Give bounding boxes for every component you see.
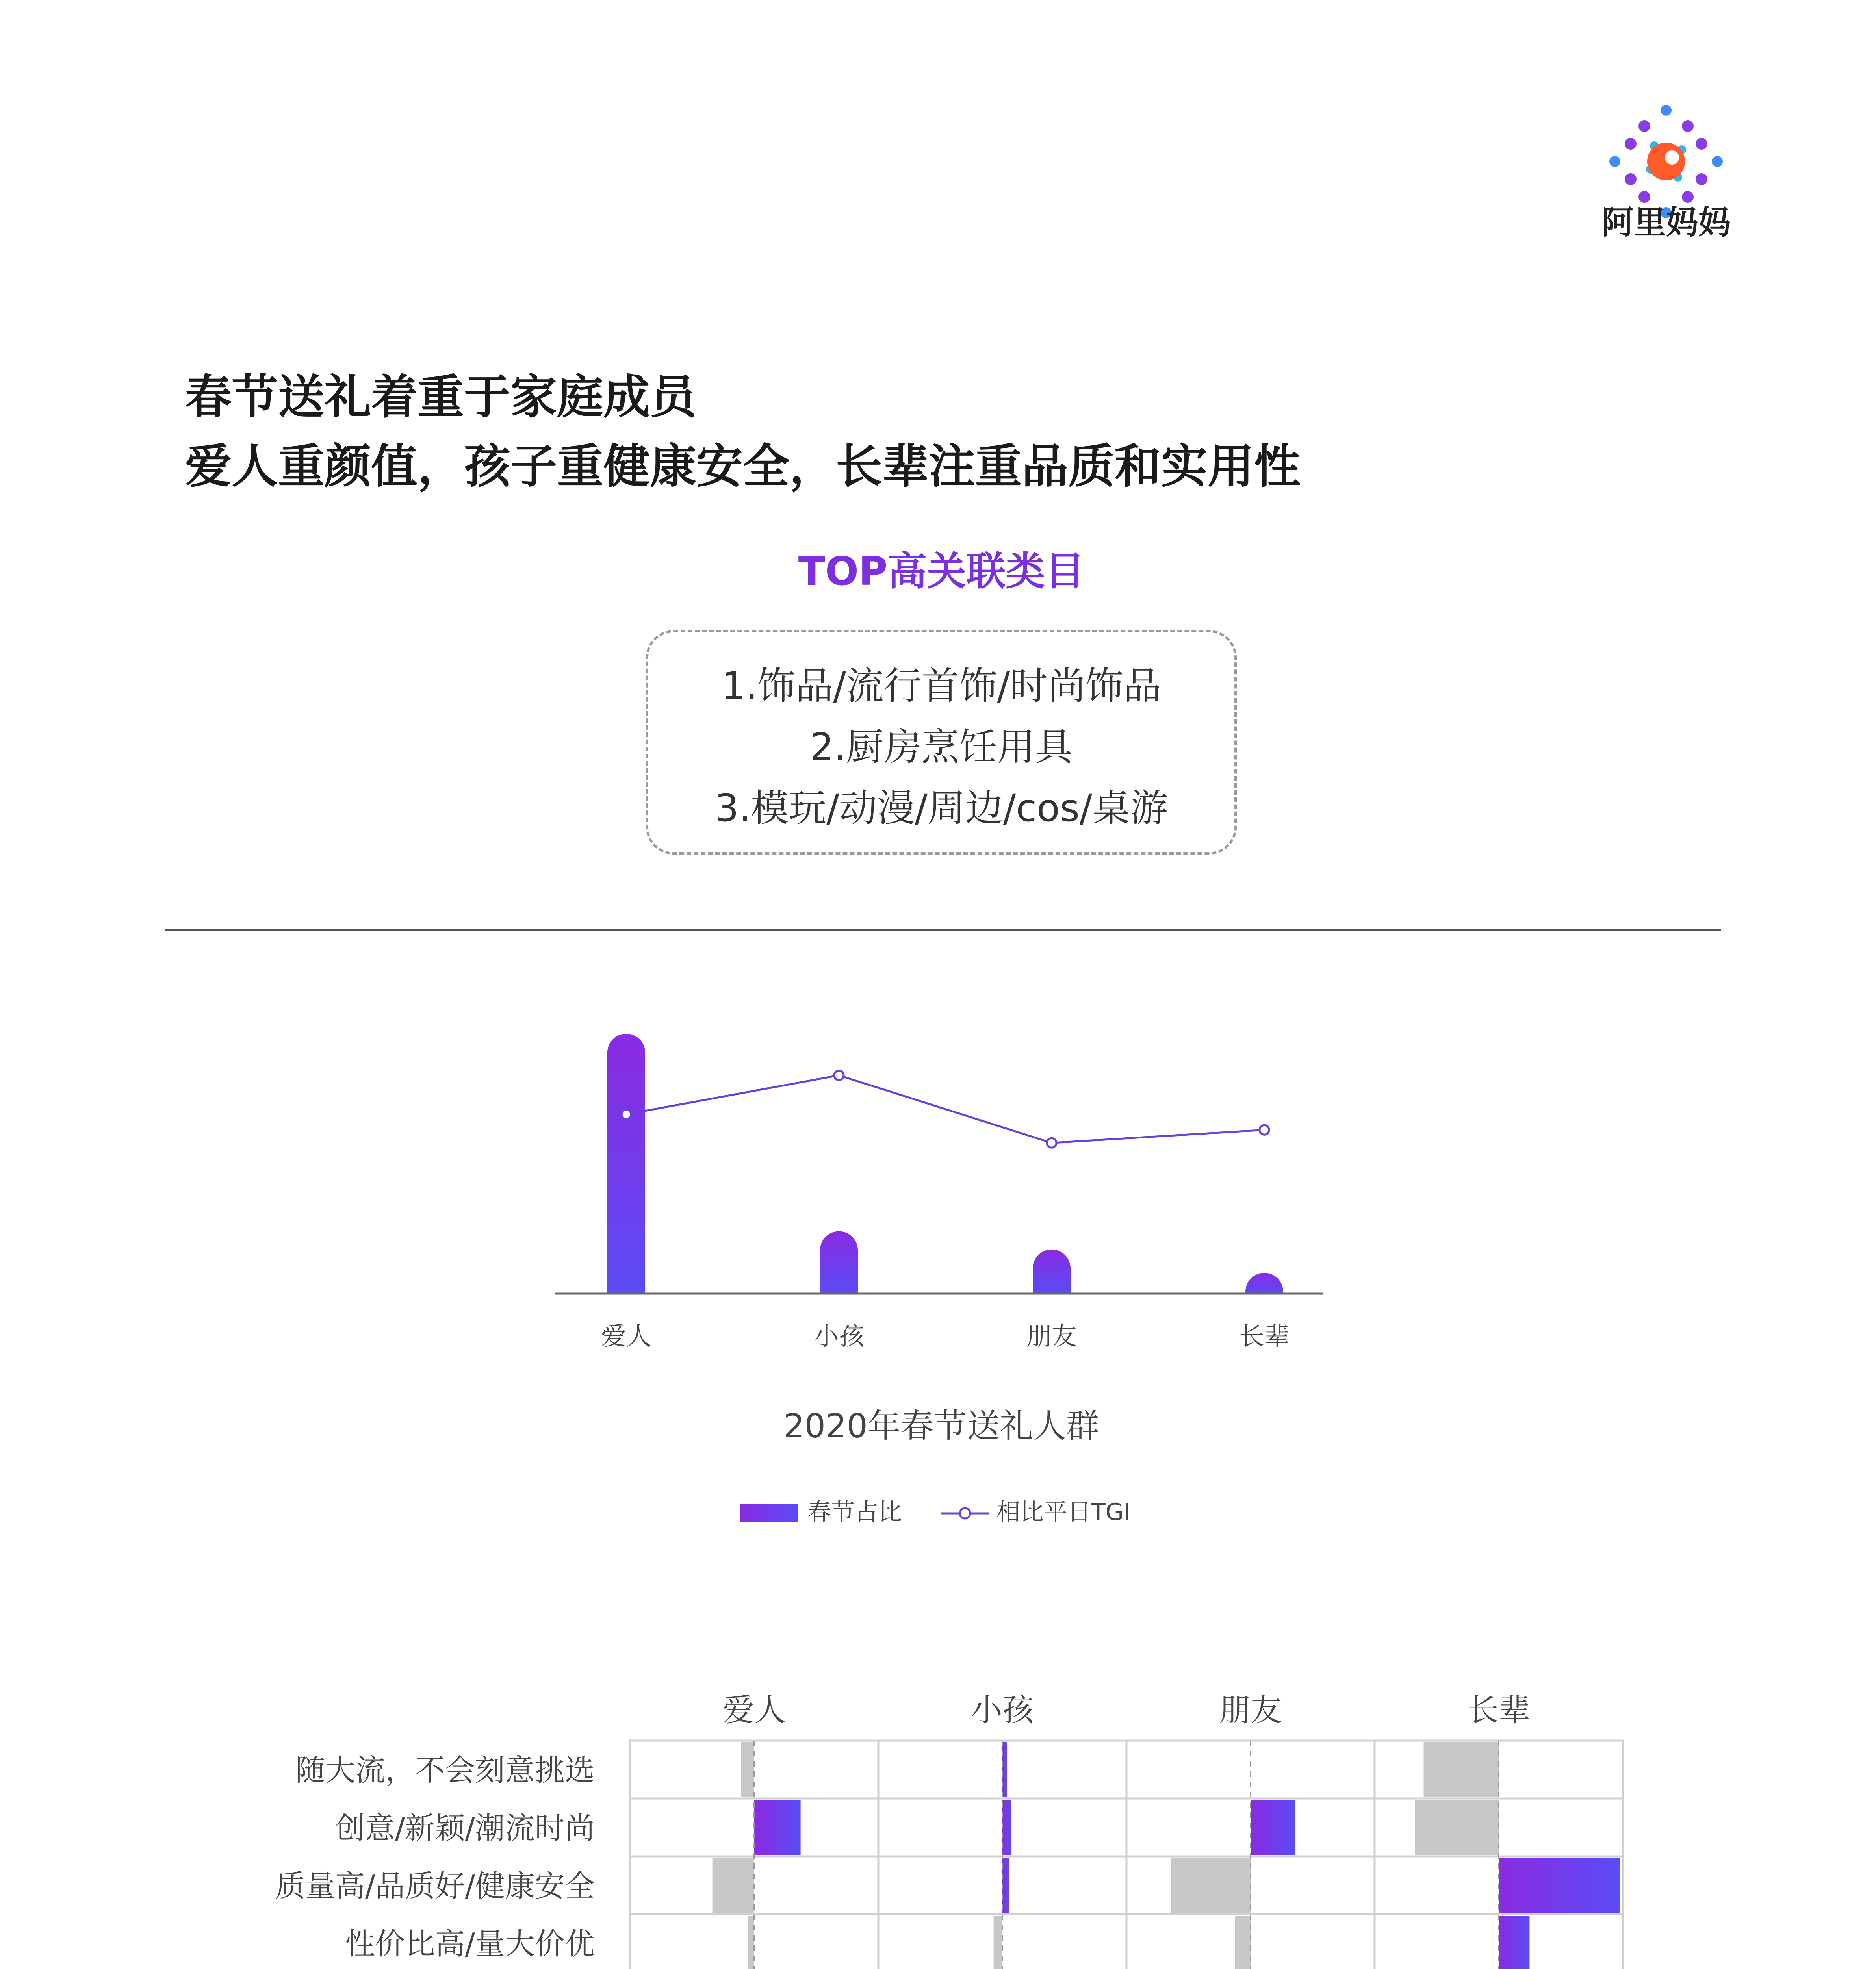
legend-bar-swatch [740,1504,798,1522]
chart2-tgi-bar [1424,1742,1499,1797]
top-category-item: 2.厨房烹饪用具 [810,725,1073,769]
headline-line-2: 爱人重颜值，孩子重健康安全，长辈注重品质和实用性 [185,439,1301,493]
top-categories-title: TOP高关联类目 [798,548,1085,594]
legend-bar-label: 春节占比 [807,1498,902,1526]
chart1-legend [740,1498,1131,1526]
top-category-item: 1.饰品/流行首饰/时尚饰品 [721,664,1162,708]
chart2-column-label: 朋友 [1219,1692,1282,1728]
chart2-share-bar [754,1800,801,1855]
chart1-category-label: 朋友 [1026,1322,1077,1351]
chart2-share-bar [1251,1800,1295,1855]
chart2-column-label: 爱人 [723,1692,786,1728]
chart1-bar [1245,1273,1283,1294]
chart2-share-bar [1002,1858,1009,1913]
page-headline [185,362,1301,501]
chart1-bar [607,1034,645,1294]
chart2-share-bar [1499,1858,1620,1913]
headline-line-1: 春节送礼着重于家庭成员 [185,370,697,424]
chart1-tgi-point [1260,1125,1269,1135]
chart2-share-bar [1002,1800,1011,1855]
top-category-item: 3.模玩/动漫/周边/cos/桌游 [714,786,1168,830]
grid-cell [1126,1741,1375,1798]
chart2-row-label: 创意/新颖/潮流时尚 [335,1810,595,1846]
gift-focus-chart [0,1654,1876,1969]
chart2-tgi-bar [1171,1858,1251,1913]
chart1-bar [1033,1250,1071,1294]
top-categories-box [646,630,1237,855]
chart2-share-bar [1499,1916,1529,1969]
chart2-share-bar [1002,1742,1007,1797]
chart2-tgi-bar [713,1858,754,1913]
chart2-row-label: 随大流，不会刻意挑选 [295,1752,595,1788]
logo-text: 阿里妈妈 [1601,204,1731,241]
chart2-row-label: 性价比高/量大价优 [345,1926,595,1962]
chart2-tgi-bar [1415,1800,1499,1855]
chart1-bar [820,1231,858,1294]
chart2-row-label: 质量高/品质好/健康安全 [275,1868,595,1904]
chart2-column-label: 小孩 [971,1692,1034,1728]
chart1-tgi-point [834,1071,844,1080]
chart2-tgi-bar [741,1742,754,1797]
chart1-tgi-point [1047,1138,1056,1148]
chart2-tgi-bar [748,1916,754,1969]
chart2-tgi-bar [994,1916,1002,1969]
legend-line-marker [960,1508,970,1518]
chart1-title: 2020年春节送礼人群 [783,1407,1099,1445]
chart2-column-label: 长辈 [1467,1692,1530,1728]
legend-line-label: 相比平日TGI [996,1498,1131,1526]
chart1-tgi-line [626,1075,1264,1143]
chart1-tgi-point [622,1110,631,1119]
chart2-tgi-bar [1235,1916,1251,1969]
chart1-category-label: 爱人 [601,1322,651,1351]
gift-recipient-chart [0,984,1876,1575]
chart1-category-label: 长辈 [1239,1322,1290,1351]
chart1-category-label: 小孩 [814,1322,864,1351]
section-divider [165,929,1721,931]
